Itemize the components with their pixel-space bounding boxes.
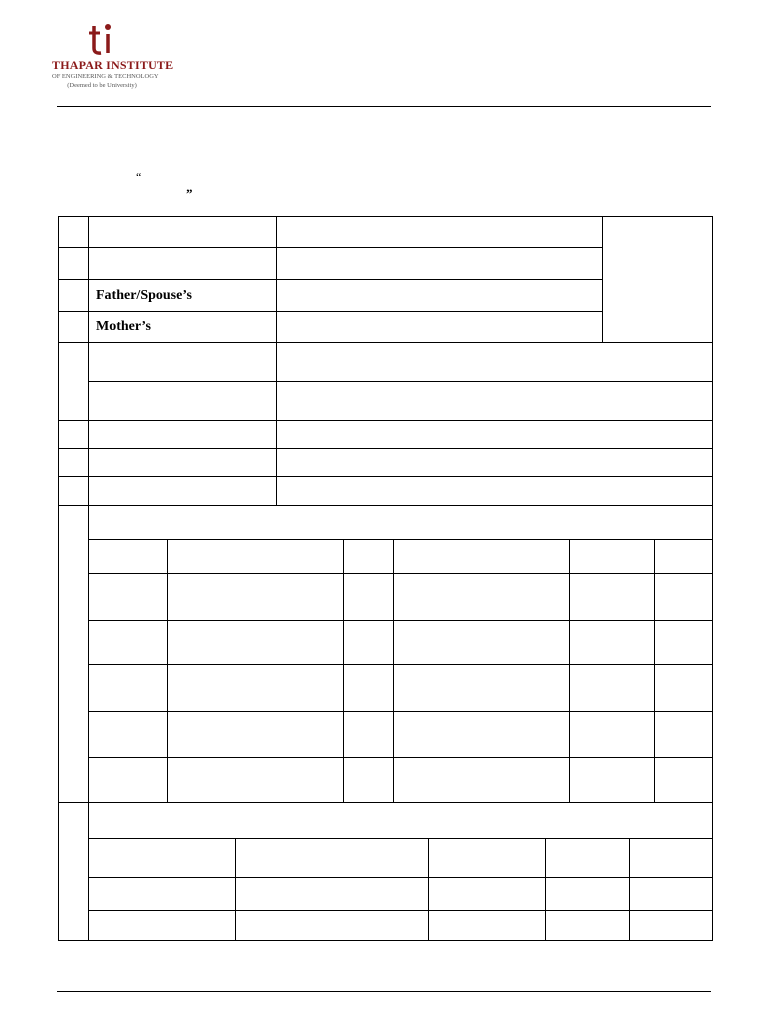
open-quote: “ xyxy=(136,170,142,184)
form-row xyxy=(59,449,713,477)
field-label-cell xyxy=(89,421,277,449)
header-cell xyxy=(89,839,235,877)
form-row xyxy=(59,803,713,839)
ti-logo-mark xyxy=(88,22,116,56)
row-number-cell xyxy=(59,421,89,449)
field-label-cell xyxy=(89,477,277,506)
institute-name: THAPAR INSTITUTE xyxy=(52,58,174,72)
form-row xyxy=(59,343,713,382)
form-row xyxy=(59,421,713,449)
table-cell[interactable] xyxy=(167,573,343,620)
row-number-cell xyxy=(59,803,89,941)
footer-divider xyxy=(57,991,711,992)
experience-row xyxy=(89,877,713,910)
table-cell[interactable] xyxy=(393,620,569,664)
header-cell xyxy=(343,540,393,573)
table-cell[interactable] xyxy=(654,664,713,711)
row-number-cell xyxy=(59,343,89,421)
header-divider xyxy=(57,106,711,107)
table-cell[interactable] xyxy=(167,757,343,802)
section-heading-cell xyxy=(89,803,713,839)
form-field[interactable] xyxy=(277,449,713,477)
qualifications-row xyxy=(89,711,713,757)
form-row xyxy=(59,540,713,803)
table-cell[interactable] xyxy=(569,757,654,802)
table-cell[interactable] xyxy=(569,711,654,757)
table-cell[interactable] xyxy=(569,573,654,620)
experience-container xyxy=(89,839,713,941)
header-cell xyxy=(235,839,428,877)
field-label-cell xyxy=(89,217,277,248)
qualifications-container xyxy=(89,540,713,803)
table-cell[interactable] xyxy=(343,620,393,664)
table-cell[interactable] xyxy=(654,757,713,802)
qualifications-row xyxy=(89,757,713,802)
qualifications-row xyxy=(89,573,713,620)
institute-subtitle: OF ENGINEERING & TECHNOLOGY xyxy=(52,73,159,80)
table-cell[interactable] xyxy=(343,664,393,711)
header-cell xyxy=(545,839,629,877)
row-number-cell xyxy=(59,449,89,477)
application-form-table xyxy=(58,216,713,941)
father-spouse-name-field[interactable] xyxy=(277,280,603,312)
table-cell[interactable] xyxy=(393,664,569,711)
header-cell xyxy=(654,540,713,573)
form-row xyxy=(59,382,713,421)
header-cell xyxy=(428,839,545,877)
table-cell[interactable] xyxy=(545,910,629,940)
table-cell[interactable] xyxy=(629,877,713,910)
address-field[interactable] xyxy=(277,382,713,421)
table-cell[interactable] xyxy=(89,664,167,711)
table-cell[interactable] xyxy=(167,620,343,664)
row-number-cell xyxy=(59,506,89,803)
table-cell[interactable] xyxy=(654,573,713,620)
table-cell[interactable] xyxy=(545,877,629,910)
form-row xyxy=(59,217,713,248)
row-number-cell xyxy=(59,312,89,343)
table-cell[interactable] xyxy=(89,620,167,664)
mother-name-field[interactable] xyxy=(277,312,603,343)
form-row xyxy=(59,506,713,540)
qualifications-row xyxy=(89,620,713,664)
field-label-cell xyxy=(89,343,277,382)
address-field[interactable] xyxy=(277,343,713,382)
header-cell xyxy=(167,540,343,573)
header-cell xyxy=(569,540,654,573)
table-cell[interactable] xyxy=(89,877,235,910)
qualifications-header-row xyxy=(89,540,713,573)
table-cell[interactable] xyxy=(343,573,393,620)
form-field[interactable] xyxy=(277,421,713,449)
father-spouse-label: Father/Spouse’s xyxy=(89,280,277,312)
table-cell[interactable] xyxy=(393,757,569,802)
field-label-cell xyxy=(89,382,277,421)
row-number-cell xyxy=(59,217,89,248)
field-label-cell xyxy=(89,248,277,280)
table-cell[interactable] xyxy=(569,664,654,711)
close-quote: ” xyxy=(186,186,193,201)
experience-table xyxy=(89,839,713,940)
header-cell xyxy=(629,839,713,877)
table-cell[interactable] xyxy=(89,910,235,940)
row-number-cell xyxy=(59,248,89,280)
header-cell xyxy=(393,540,569,573)
table-cell[interactable] xyxy=(343,757,393,802)
table-cell[interactable] xyxy=(654,620,713,664)
form-row xyxy=(59,477,713,506)
form-row xyxy=(59,839,713,941)
table-cell[interactable] xyxy=(654,711,713,757)
table-cell[interactable] xyxy=(393,711,569,757)
table-cell[interactable] xyxy=(393,573,569,620)
section-heading-cell xyxy=(89,506,713,540)
institute-logo xyxy=(52,22,174,94)
table-cell[interactable] xyxy=(343,711,393,757)
field-label-cell xyxy=(89,449,277,477)
table-cell[interactable] xyxy=(89,573,167,620)
table-cell[interactable] xyxy=(89,711,167,757)
table-cell[interactable] xyxy=(167,711,343,757)
mother-label: Mother’s xyxy=(89,312,277,343)
form-field[interactable] xyxy=(277,248,603,280)
qualifications-row xyxy=(89,664,713,711)
form-field[interactable] xyxy=(277,477,713,506)
experience-header-row xyxy=(89,839,713,877)
row-number-cell xyxy=(59,477,89,506)
table-cell[interactable] xyxy=(89,757,167,802)
qualifications-table xyxy=(89,540,713,802)
experience-row xyxy=(89,910,713,940)
header-cell xyxy=(89,540,167,573)
table-cell[interactable] xyxy=(428,877,545,910)
table-cell[interactable] xyxy=(428,910,545,940)
row-number-cell xyxy=(59,280,89,312)
table-cell[interactable] xyxy=(629,910,713,940)
table-cell[interactable] xyxy=(569,620,654,664)
institute-status: (Deemed to be University) xyxy=(67,82,137,89)
name-field[interactable] xyxy=(277,217,603,248)
photo-box[interactable] xyxy=(603,217,713,343)
table-cell[interactable] xyxy=(235,910,428,940)
table-cell[interactable] xyxy=(235,877,428,910)
table-cell[interactable] xyxy=(167,664,343,711)
